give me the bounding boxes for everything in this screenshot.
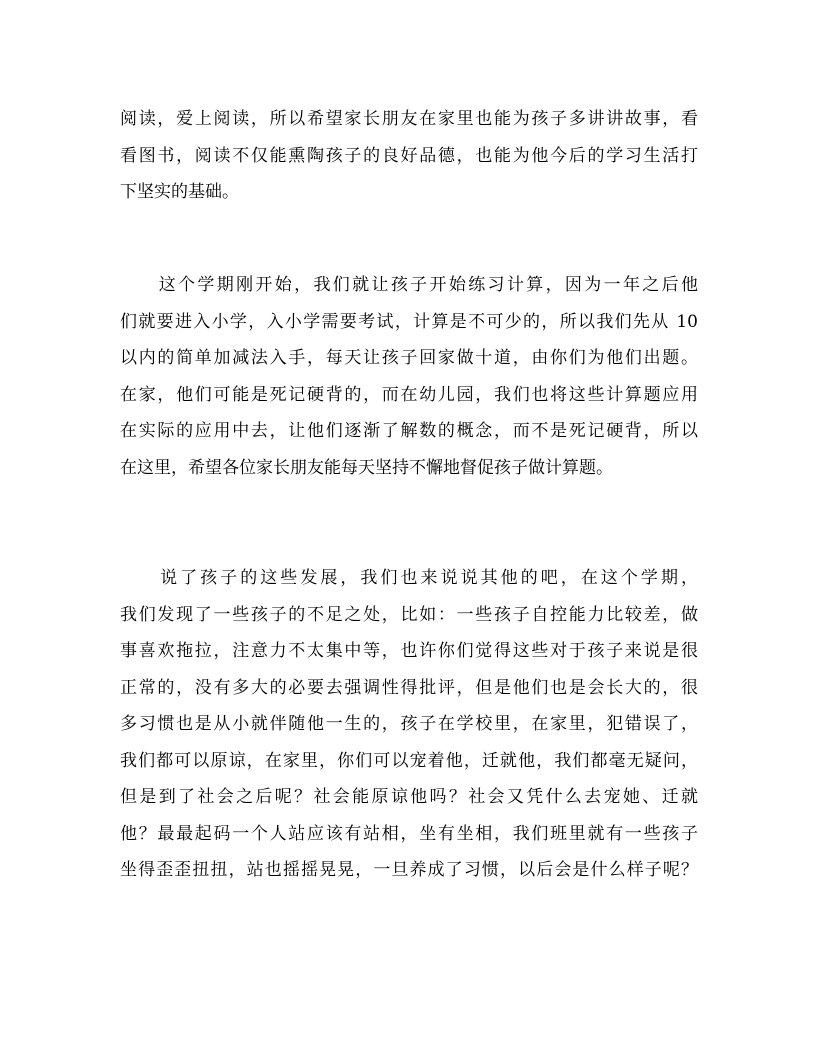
paragraph-3: [120, 560, 698, 889]
paragraph-line: 我们都可以原谅，在家里，你们可以宠着他，迁就他，我们都毫无疑问，: [120, 750, 698, 771]
paragraph-2: [120, 267, 698, 486]
paragraph-line: 以内的简单加减法入手，每天让孩子回家做十道，由你们为他们出题。: [120, 348, 698, 368]
paragraph-line: 在这里，希望各位家长朋友能每天坚持不懈地督促孩子做计算题。: [120, 457, 613, 478]
paragraph-line: 事喜欢拖拉，注意力不太集中等，也许你们觉得这些对于孩子来说是很: [120, 641, 698, 661]
paragraph-line: 阅读，爱上阅读，所以希望家长朋友在家里也能为孩子多讲讲故事，看: [120, 109, 698, 129]
paragraph-line: 他？最最起码一个人站应该有站相，坐有坐相，我们班里就有一些孩子: [120, 823, 698, 844]
paragraph-line: 但是到了社会之后呢？社会能原谅他吗？社会又凭什么去宠她、迁就: [120, 787, 698, 807]
paragraph-line: 下坚实的基础。: [120, 182, 239, 202]
paragraph-line: 坐得歪歪扭扭，站也摇摇晃晃，一旦养成了习惯，以后会是什么样子呢？: [120, 860, 698, 880]
paragraph-line: 这个学期刚开始，我们就让孩子开始练习计算，因为一年之后他: [120, 275, 698, 295]
paragraph-line: 正常的，没有多大的必要去强调性得批评，但是他们也是会长大的，很: [120, 677, 698, 698]
paragraph-line: 看图书，阅读不仅能熏陶孩子的良好品德，也能为他今后的学习生活打: [120, 145, 698, 166]
paragraph-line: 在家，他们可能是死记硬背的，而在幼儿园，我们也将这些计算题应用: [120, 384, 698, 405]
paragraph-line: 在实际的应用中去，让他们逐渐了解数的概念，而不是死记硬背，所以: [120, 421, 698, 441]
paragraph-line: 我们发现了一些孩子的不足之处，比如：一些孩子自控能力比较差，做: [120, 604, 698, 625]
paragraph-1: [120, 101, 698, 211]
paragraph-line: 说了孩子的这些发展，我们也来说说其他的吧，在这个学期，: [120, 568, 698, 588]
paragraph-line: 们就要进入小学，入小学需要考试，计算是不可少的，所以我们先从 10: [120, 311, 698, 332]
paragraph-line: 多习惯也是从小就伴随他一生的，孩子在学校里，在家里，犯错误了，: [120, 714, 698, 734]
